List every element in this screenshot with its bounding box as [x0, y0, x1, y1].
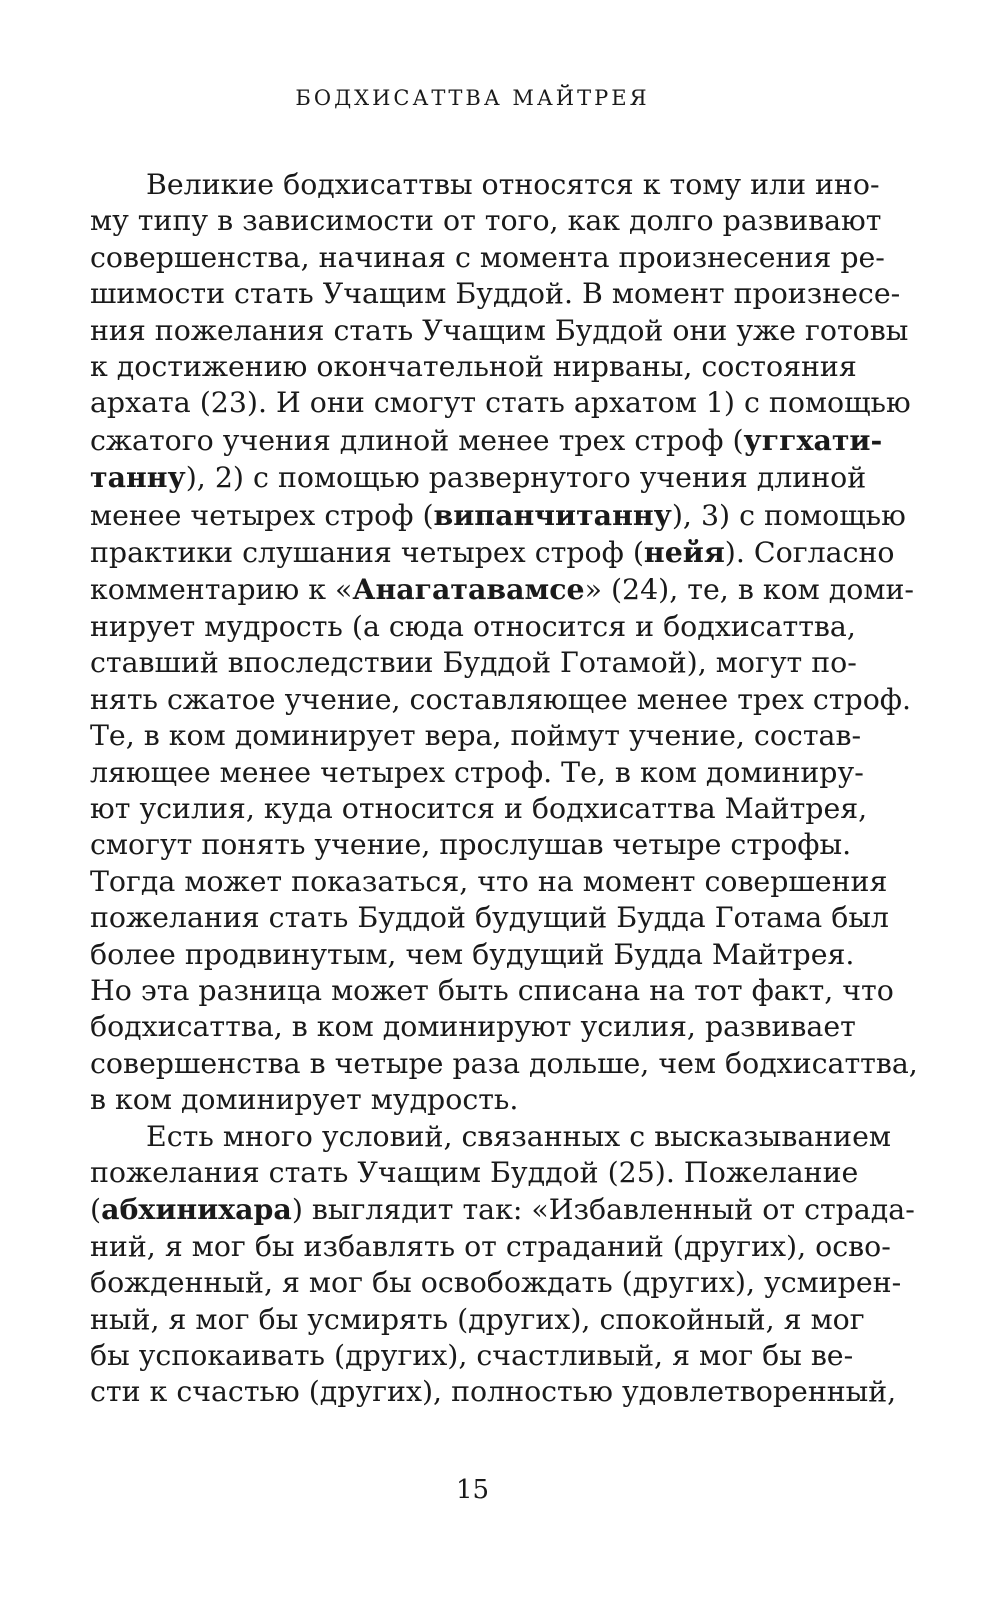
text-run: ), 3) с помощью — [671, 498, 906, 532]
text-run: бы успокаивать (других), счастливый, я мог бы ве- — [90, 1339, 854, 1372]
text-run: ния пожелания стать Учащим Буддой они уже готовы — [90, 313, 909, 347]
text-run: пожелания стать Буддой будущий Будда Готама был — [90, 901, 889, 935]
text-line — [90, 1265, 902, 1301]
text-run: практики слушания четырех строф ( — [90, 536, 644, 570]
text-line — [90, 534, 895, 571]
text-run: ставший впоследствии Буддой Готамой), могут по- — [90, 646, 857, 680]
bold-term: Анагатавамсе — [352, 572, 585, 607]
text-run: более продвинутым, чем будущий Будда Майтрея. — [90, 937, 855, 971]
text-run: ), 2) с помощью развернутого учения длиной — [185, 461, 867, 495]
text-line — [90, 827, 852, 863]
text-line — [90, 1155, 859, 1191]
text-line — [90, 1338, 854, 1374]
page-number: 15 — [455, 1475, 490, 1505]
text-line — [90, 645, 857, 681]
text-run: шимости стать Учащим Буддой. В момент произнесе- — [90, 277, 901, 311]
text-run: ( — [90, 1193, 102, 1227]
text-run: » (24), те, в ком доми- — [584, 573, 914, 607]
text-line — [90, 1229, 891, 1265]
text-line — [90, 459, 867, 496]
text-line — [90, 497, 906, 534]
text-run: совершенства в четыре раза дольше, чем бодхисаттва, — [90, 1046, 918, 1080]
text-run: ) выглядит так: «Избавленный от страда- — [291, 1193, 915, 1227]
text-run: му типу в зависимости от того, как долго развивают — [90, 204, 882, 238]
text-run: сти к счастью (других), полностью удовлетворенный, — [90, 1375, 897, 1409]
bold-term: випанчитанну — [433, 497, 672, 532]
text-line — [90, 240, 885, 276]
text-run: ляющее менее четырех строф. Те, в ком доминиру- — [90, 755, 864, 789]
text-run: архата (23). И они смогут стать архатом 1) с помощью — [90, 386, 911, 420]
text-line — [90, 1374, 897, 1410]
text-run: ют усилия, куда относится и бодхисаттва Майтрея, — [90, 791, 868, 825]
text-run: ный, я мог бы усмирять (других), спокойный, я мог — [90, 1302, 865, 1336]
text-run: менее четырех строф ( — [90, 498, 434, 532]
text-run: нирует мудрость (а сюда относится и бодхисаттва, — [90, 609, 856, 643]
text-run: нять сжатое учение, составляющее менее трех строф. — [90, 682, 912, 716]
text-line — [90, 422, 883, 459]
text-line — [90, 718, 862, 754]
bold-term: нейя — [643, 535, 725, 570]
text-line — [90, 900, 889, 936]
text-run: Но эта разница может быть списана на тот факт, что — [90, 973, 894, 1007]
text-line — [90, 1119, 891, 1155]
text-run: смогут понять учение, прослушав четыре строфы. — [90, 828, 852, 862]
text-run: сжатого учения длиной менее трех строф ( — [90, 423, 744, 457]
text-run: Великие бодхисаттвы относятся к тому или ино- — [146, 168, 880, 201]
bold-term: танну — [90, 460, 186, 495]
text-line — [90, 203, 882, 239]
bold-term: уггхати- — [743, 422, 883, 457]
text-run: Те, в ком доминирует вера, поймут учение, состав- — [90, 719, 862, 753]
text-line — [90, 755, 864, 791]
text-line — [90, 682, 912, 718]
body-text — [90, 167, 918, 1411]
bold-term: абхинихара — [101, 1192, 292, 1227]
text-run: к достижению окончательной нирваны, состояния — [90, 350, 857, 384]
text-line — [90, 864, 888, 900]
text-run: Есть много условий, связанных с высказыванием — [146, 1119, 891, 1153]
text-line — [90, 973, 894, 1009]
text-run: божденный, я мог бы освобождать (других), усмирен- — [90, 1266, 902, 1300]
text-line — [90, 349, 857, 385]
running-head: БОДХИСАТТВА МАЙТРЕЯ — [295, 86, 650, 110]
text-run: бодхисаттва, в ком доминируют усилия, развивает — [90, 1010, 856, 1044]
text-line — [90, 167, 880, 203]
text-line — [90, 937, 855, 973]
text-line — [90, 571, 914, 608]
text-run: ). Согласно — [724, 536, 895, 570]
text-line — [90, 1046, 918, 1082]
text-line — [90, 1009, 856, 1045]
text-run: комментарию к « — [90, 573, 353, 607]
text-run: пожелания стать Учащим Буддой (25). Пожелание — [90, 1155, 859, 1189]
text-line — [90, 609, 856, 645]
text-line — [90, 1082, 840, 1118]
text-line — [90, 385, 911, 421]
text-line — [90, 1191, 915, 1228]
text-line — [90, 276, 901, 312]
text-run: совершенства, начиная с момента произнесения ре- — [90, 240, 885, 274]
text-line — [90, 313, 909, 349]
text-run: ний, я мог бы избавлять от страданий (других), осво- — [90, 1229, 891, 1263]
text-run: Тогда может показаться, что на момент совершения — [90, 864, 888, 898]
text-line — [90, 1302, 865, 1338]
text-run: в ком доминирует мудрость. — [90, 1083, 519, 1117]
text-line — [90, 791, 868, 827]
